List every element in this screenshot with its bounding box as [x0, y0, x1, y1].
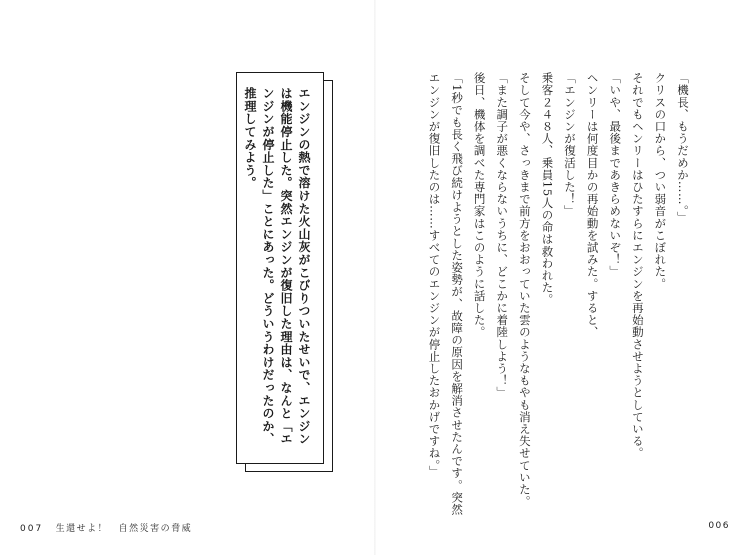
chapter-title: 生還せよ！ 自然災害の脅威 [55, 524, 193, 534]
note-line: ンジンが停止した」ことにあった。どういうわけだったのか、 [261, 87, 275, 446]
text-line: 「1秒でも長く飛び続けようとした姿勢が、故障の原因を解消させたんです。突然 [450, 72, 465, 516]
right-page-text [423, 72, 694, 516]
text-line: 乗客２４８人、乗員15人の命は救われた。 [540, 72, 555, 306]
text-line: クリスの口から、つい弱音がこぼれた。 [653, 72, 668, 290]
note-line: は機能停止した。突然エンジンが復旧した理由は、なんと「エ [279, 87, 293, 446]
note-line: エンジンの熱で溶けた火山灰がこびりついたせいで、エンジン [297, 87, 311, 446]
note-box-text [241, 87, 313, 445]
page-gutter [374, 0, 376, 555]
right-page-footer [708, 521, 730, 531]
text-line: エンジンが復旧したのは……すべてのエンジンが停止したおかげですね。」 [427, 72, 442, 478]
right-page-number: 006 [708, 521, 730, 531]
note-box [236, 72, 324, 464]
note-line: 推理してみよう。 [243, 87, 257, 190]
text-line: 「エンジンが復活した！」 [563, 72, 578, 218]
text-line: ヘンリーは何度目かの再始動を試みた。すると、 [585, 72, 600, 339]
text-line: 後日、機体を調べた専門家はこのように話した。 [472, 72, 487, 339]
left-page-footer [20, 521, 192, 534]
text-line: それでもヘンリーはひたすらにエンジンを再始動させようとしている。 [630, 72, 645, 460]
text-line: 「いや、最後まであきらめないぞ！」 [608, 72, 623, 278]
text-line: そして今や、さっきまで前方をおおっていた雲のようなもやも消え失せていた。 [517, 72, 532, 508]
text-line: 「また調子が悪くならないうちに、どこかに着陸しよう！」 [495, 72, 510, 399]
left-page-number: 007 [20, 524, 44, 534]
text-line: 「機長、もうだめか……。」 [676, 72, 690, 224]
